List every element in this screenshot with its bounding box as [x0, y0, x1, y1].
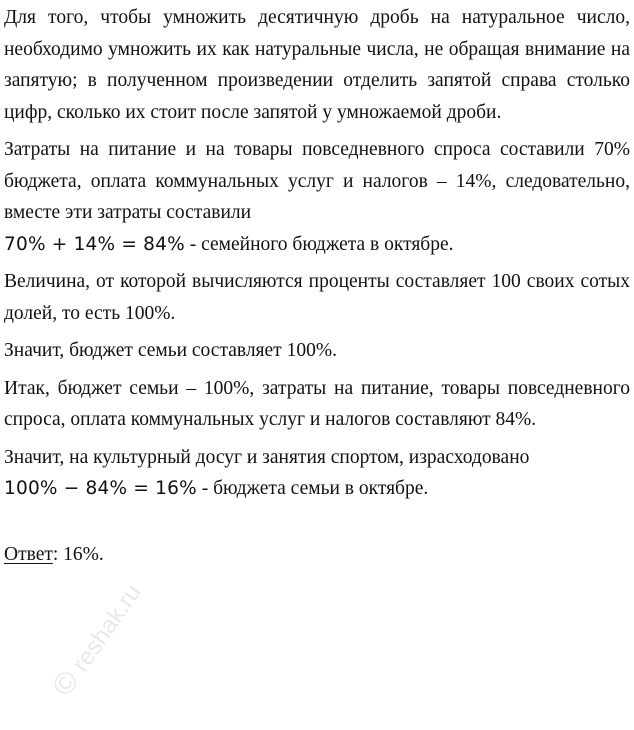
watermark-text: reshak.ru: [67, 579, 147, 677]
paragraph-budget: Значит, бюджет семьи составляет 100%.: [4, 340, 337, 361]
reshak-watermark: [6, 560, 176, 730]
answer-line: [4, 539, 630, 571]
paragraph-expenses: Затраты на питание и на товары повседневного спроса составили 70% бюджета, оплата коммунальных услуг и налогов – 14%, следовательно, вместе эти затраты составили: [4, 139, 630, 223]
equation-difference-caption: - бюджета семьи в октябре.: [196, 478, 429, 499]
paragraph-whole-value: Величина, от которой вычисляются проценты составляет 100 своих сотых долей, то есть 100%.: [4, 271, 630, 324]
equation-line-2: [4, 473, 630, 505]
watermark-copyright-icon: ©: [46, 664, 86, 703]
equation-difference: 100% − 84% = 16%: [4, 478, 197, 499]
answer-value: : 16%.: [52, 543, 104, 565]
equation-sum-caption: - семейного бюджета в октябре.: [184, 233, 454, 255]
equation-line-1: [4, 229, 630, 261]
paragraph-summary: Итак, бюджет семьи – 100%, затраты на питание, товары повседневного спроса, оплата коммунальных услуг и налогов составляют 84%.: [4, 377, 630, 430]
paragraph-leisure: Значит, на культурный досуг и занятия спортом, израсходовано: [4, 446, 530, 468]
answer-label: Ответ: [4, 543, 53, 565]
paragraph-rule: Для того, чтобы умножить десятичную дробь на натуральное число, необходимо умножить их как натуральные числа, не обращая внимание на запятую; в полученном произведении отделить запятой справа столько цифр, сколько их стоит после запятой у умножаемой дроби.: [4, 7, 630, 123]
equation-sum: 70% + 14% = 84%: [4, 233, 185, 255]
solution-text: [4, 2, 630, 570]
